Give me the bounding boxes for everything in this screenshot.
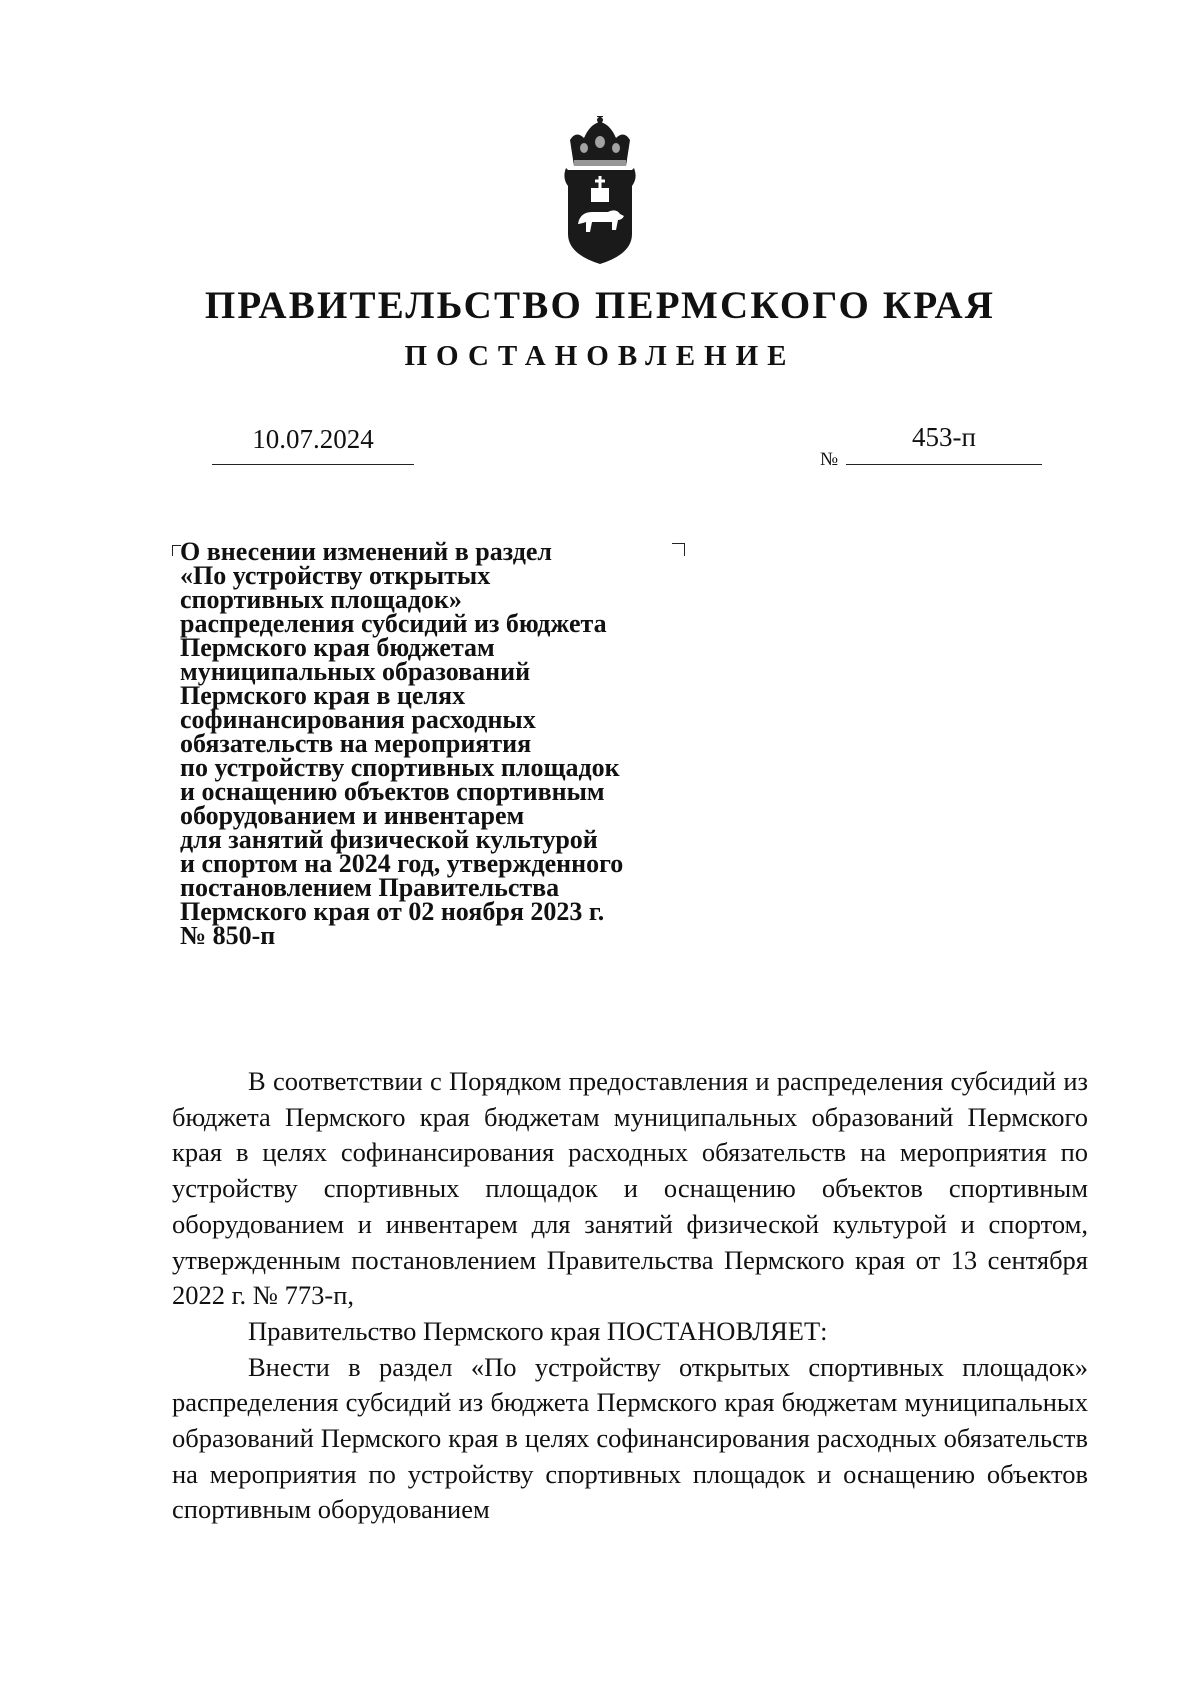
number-underline: [846, 464, 1042, 465]
subject-line: муниципальных образований: [180, 657, 531, 686]
subject-line: О внесении изменений в раздел: [180, 537, 552, 566]
subject-line: и спортом на 2024 год, утвержденного: [180, 849, 624, 878]
subject-line: Пермского края в целях: [180, 681, 466, 710]
document-body: [172, 1064, 1088, 1528]
perm-krai-coat-of-arms-icon: [562, 116, 638, 266]
subject-line: для занятий физической культурой: [180, 825, 598, 854]
organization-title: ПРАВИТЕЛЬСТВО ПЕРМСКОГО КРАЯ: [204, 284, 996, 327]
subject-heading: [180, 537, 700, 950]
subject-line: обязательств на мероприятия: [180, 729, 532, 758]
subject-line: распределения субсидий из бюджета: [180, 609, 607, 638]
number-sign: №: [820, 449, 839, 470]
subject-line: № 850-п: [180, 921, 276, 950]
subject-line: по устройству спортивных площадок: [180, 753, 620, 782]
body-paragraph-resolution: Правительство Пермского края ПОСТАНОВЛЯЕТ:: [248, 1315, 828, 1346]
subject-line: и оснащению объектов спортивным: [180, 777, 605, 806]
document-type-title: ПОСТАНОВЛЕНИЕ: [404, 340, 796, 372]
subject-line: Пермского края от 02 ноября 2023 г.: [180, 897, 605, 926]
subject-line: софинансирования расходных: [180, 705, 536, 734]
document-date: 10.07.2024: [252, 424, 374, 454]
body-paragraph-preamble: В соответствии с Порядком предоставления и распределения субсидий из бюджета Пермского края бюджетам муниципальных образований Пермского края в целях софинансирования расходных обязательств на мероприятия по устройству спортивных площадок и оснащению объектов спортивным оборудованием и инвентарем для занятий физической культурой и спортом, утвержденным постановлением Правительства Пермского края от 13 сентября 2022 г. № 773-п,: [172, 1066, 1088, 1311]
subject-line: спортивных площадок»: [180, 585, 462, 614]
subject-line: Пермского края бюджетам: [180, 633, 495, 662]
subject-line: «По устройству открытых: [180, 561, 491, 590]
document-number: 453-п: [912, 422, 976, 452]
body-paragraph-amendment: Внести в раздел «По устройству открытых спортивных площадок» распределения субсидий из бюджета Пермского края бюджетам муниципальных образований Пермского края в целях софинансирования расходных обязательств на мероприятия по устройству спортивных площадок и оснащению объектов спортивным оборудованием: [172, 1351, 1088, 1525]
subject-line: постановлением Правительства: [180, 873, 560, 902]
subject-line: оборудованием и инвентарем: [180, 801, 525, 830]
date-underline: [212, 464, 414, 465]
